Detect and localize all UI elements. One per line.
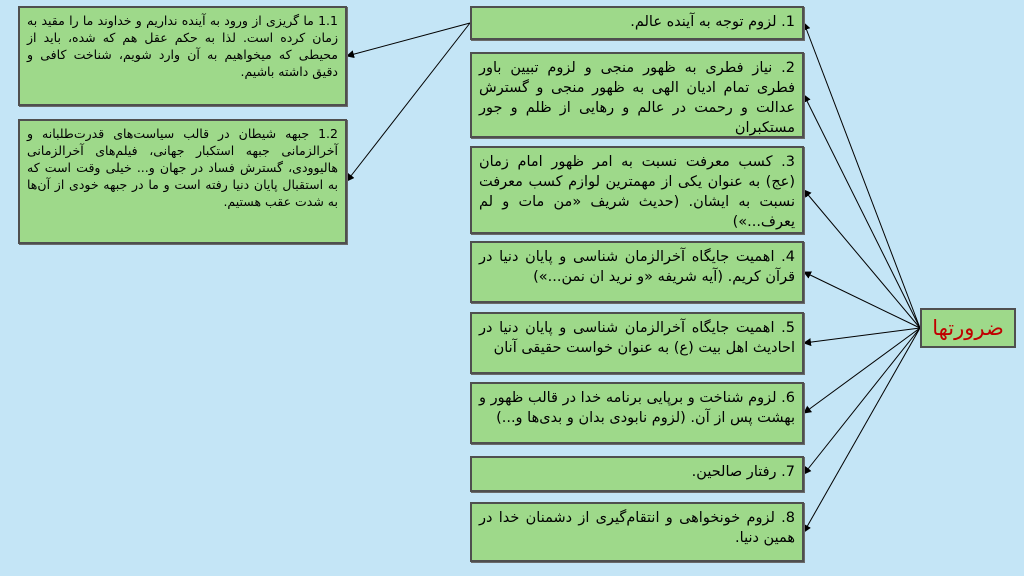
sub-item-node-1-1 — [18, 6, 347, 106]
item-node-7-text: 7. رفتار صالحین. — [691, 464, 795, 480]
connector-root-to-item-7 — [804, 328, 920, 474]
item-node-4-text: 4. اهمیت جایگاه آخرالزمان شناسی و پایان دنیا در قرآن کریم. (آیه شریفه «و نرید ان نمن...») — [479, 249, 795, 285]
connector-root-to-item-4 — [804, 272, 920, 328]
item-node-6 — [470, 382, 804, 444]
sub-item-node-1-2-text: 1.2 جبهه شیطان در قالب سیاست‌های قدرت‌طلبانه و آخرالزمانی جبهه استکبار جهانی، فیلم‌های آخرالزمانی هالیوودی، گسترش فساد در جهان و... خیلی وقت است که به استقبال پایان دنیا رفته است و ما در جبهه خودی از آن‌ها به شدت عقب هستیم. — [27, 126, 338, 209]
item-node-3-text: 3. کسب معرفت نسبت به امر ظهور امام زمان (عج) به عنوان یکی از مهمترین لوازم کسب معرفت نسبت به ایشان. (حدیث شریف «من مات و لم یعرف...») — [479, 154, 795, 230]
connector-item-1-to-sub-1-1 — [347, 23, 470, 56]
connector-root-to-item-5 — [804, 328, 920, 343]
connector-item-1-to-sub-1-2 — [347, 23, 470, 181]
connector-root-to-item-8 — [804, 328, 920, 532]
item-node-5 — [470, 312, 804, 374]
connector-root-to-item-1 — [804, 23, 920, 328]
sub-item-node-1-1-text: 1.1 ما گریزی از ورود به آینده نداریم و خداوند ما را مقید به زمان کرده است. لذا به حکم عقل هم که شده، باید از محیطی که میخواهیم به آن وارد شویم، شناخت کافی و دقیق داشته باشیم. — [27, 13, 338, 79]
connector-root-to-item-6 — [804, 328, 920, 413]
item-node-8 — [470, 502, 804, 562]
item-node-8-text: 8. لزوم خونخواهی و انتقام‌گیری از دشمنان خدا در همین دنیا. — [479, 510, 795, 546]
sub-item-node-1-2 — [18, 119, 347, 244]
root-node-label: ضرورتها — [932, 316, 1004, 340]
item-node-2 — [470, 52, 804, 138]
item-node-1-text: 1. لزوم توجه به آینده عالم. — [630, 14, 795, 30]
root-node — [920, 308, 1016, 348]
item-node-1 — [470, 6, 804, 40]
item-node-2-text: 2. نیاز فطری به ظهور منجی و لزوم تبیین باور فطری تمام ادیان الهی به ظهور منجی و گسترش عدالت و رحمت در عالم و رهایی از ظلم و جور مستکبران — [479, 60, 795, 136]
connector-root-to-item-2 — [804, 95, 920, 328]
item-node-4 — [470, 241, 804, 303]
item-node-3 — [470, 146, 804, 234]
item-node-6-text: 6. لزوم شناخت و برپایی برنامه خدا در قالب ظهور و بهشت پس از آن. (لزوم نابودی بدان و بدی‌ها و...) — [479, 390, 795, 426]
item-node-5-text: 5. اهمیت جایگاه آخرالزمان شناسی و پایان دنیا در احادیث اهل بیت (ع) به عنوان خواست حقیقی آنان — [479, 320, 795, 356]
connector-root-to-item-3 — [804, 190, 920, 328]
item-node-7 — [470, 456, 804, 492]
